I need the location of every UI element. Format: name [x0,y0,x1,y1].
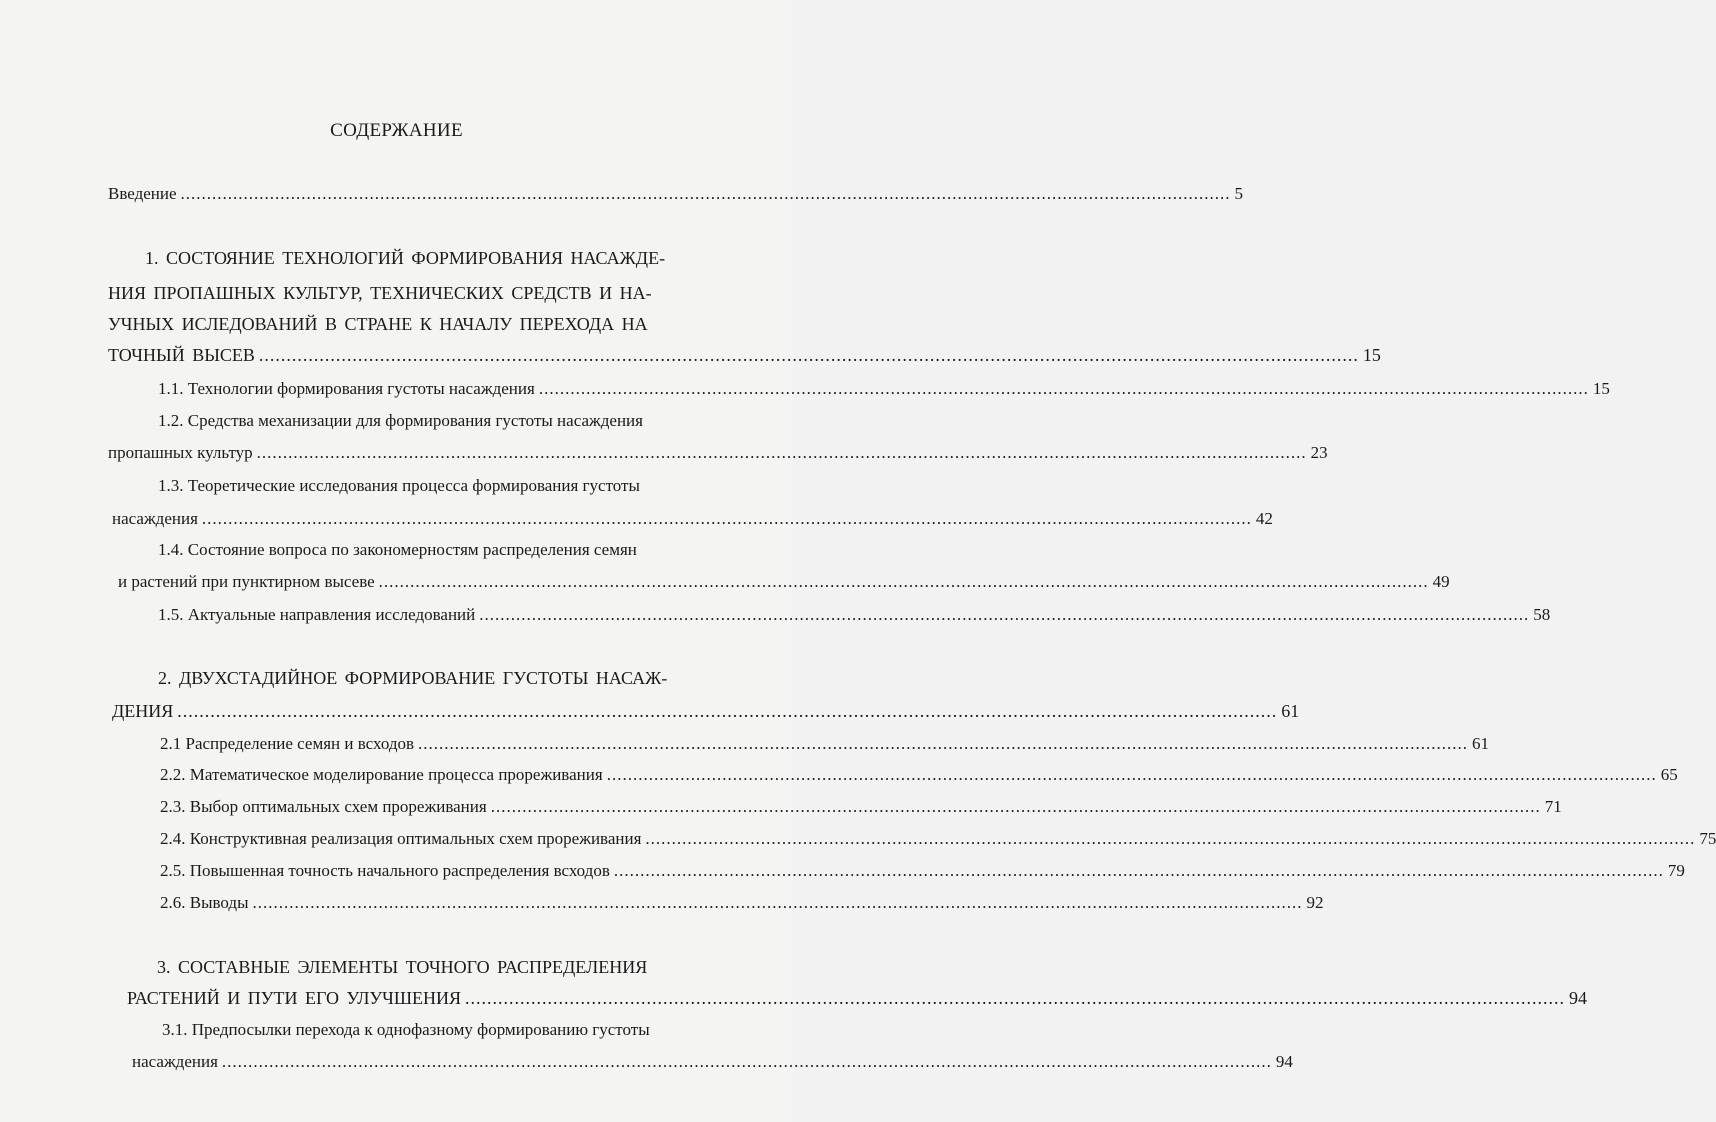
toc-entry-1-4[interactable] [118,572,1450,592]
leader-dots: ........................................................................................................................................................................................................ [201,509,1252,528]
leader-dots: ........................................................................................................................................................................................................ [613,861,1664,880]
toc-entry-page: 79 [1667,861,1685,880]
toc-entry-label: 2.6. Выводы [160,893,249,912]
toc-entry-1-2-line-1[interactable]: 1.2. Средства механизации для формирования густоты насаждения [158,411,643,430]
toc-entry-page: 15 [1592,379,1610,398]
toc-entry-label: Введение [108,184,177,203]
toc-entry-label: насаждения [112,509,198,528]
toc-entry-1-1[interactable] [158,379,1610,399]
toc-entry-3-1-line-1[interactable]: 3.1. Предпосылки перехода к однофазному формированию густоты [162,1020,650,1039]
toc-entry-label: ТОЧНЫЙ ВЫСЕВ [108,345,255,365]
leader-dots: ........................................................................................................................................................................................................ [180,184,1231,203]
chapter-1-heading-line-3[interactable]: УЧНЫХ ИСЛЕДОВАНИЙ В СТРАНЕ К НАЧАЛУ ПЕРЕХОДА НА [108,314,648,334]
toc-entry-page: 92 [1306,893,1324,912]
toc-entry-label: и растений при пунктирном высеве [118,572,375,591]
leader-dots: ........................................................................................................................................................................................................ [606,765,1657,784]
toc-entry-label: 2.2. Математическое моделирование процесса прореживания [160,765,603,784]
toc-entry-label: ДЕНИЯ [112,701,174,721]
page-title: СОДЕРЖАНИЕ [330,120,463,141]
toc-entry-label: 1.5. Актуальные направления исследований [158,605,476,624]
leader-dots: ........................................................................................................................................................................................................ [252,893,1303,912]
chapter-1-heading-line-2[interactable]: НИЯ ПРОПАШНЫХ КУЛЬТУР, ТЕХНИЧЕСКИХ СРЕДСТВ И НА- [108,283,652,303]
leader-dots: ........................................................................................................................................................................................................ [479,605,1530,624]
toc-entry-chapter-1[interactable] [108,345,1381,366]
leader-dots: ........................................................................................................................................................................................................ [538,379,1589,398]
toc-entry-page: 71 [1544,797,1562,816]
toc-entry-page: 42 [1255,509,1273,528]
toc-entry-page: 15 [1362,345,1381,365]
toc-entry-2-4[interactable] [160,829,1716,849]
toc-entry-chapter-3[interactable] [127,988,1588,1009]
toc-entry-page: 75 [1699,829,1716,848]
toc-entry-label: насаждения [132,1052,218,1071]
toc-entry-2-6[interactable] [160,893,1324,913]
chapter-2-heading-line-1[interactable]: 2. ДВУХСТАДИЙНОЕ ФОРМИРОВАНИЕ ГУСТОТЫ НАСАЖ- [158,668,668,688]
toc-entry-page: 5 [1234,184,1244,203]
toc-entry-2-2[interactable] [160,765,1678,785]
toc-entry-label: пропашных культур [108,443,253,462]
toc-entry-2-5[interactable] [160,861,1685,881]
toc-entry-label: 1.1. Технологии формирования густоты насаждения [158,379,535,398]
toc-entry-page: 49 [1432,572,1450,591]
leader-dots: ........................................................................................................................................................................................................ [490,797,1541,816]
leader-dots: ........................................................................................................................................................................................................ [465,988,1566,1008]
leader-dots: ........................................................................................................................................................................................................ [645,829,1696,848]
toc-entry-1-3-line-1[interactable]: 1.3. Теоретические исследования процесса формирования густоты [158,476,640,495]
toc-entry-chapter-2[interactable] [112,701,1300,722]
leader-dots: ........................................................................................................................................................................................................ [418,734,1469,753]
toc-entry-label: 2.5. Повышенная точность начального распределения всходов [160,861,610,880]
toc-entry-page: 94 [1569,988,1588,1008]
toc-entry-label: РАСТЕНИЙ И ПУТИ ЕГО УЛУЧШЕНИЯ [127,988,462,1008]
toc-entry-1-2[interactable] [108,443,1328,463]
toc-entry-label: 2.1 Распределение семян и всходов [160,734,415,753]
toc-entry-page: 94 [1275,1052,1293,1071]
toc-entry-page: 65 [1660,765,1678,784]
toc-entry-page: 23 [1310,443,1328,462]
toc-entry-intro[interactable] [108,184,1244,204]
toc-entry-1-3[interactable] [112,509,1273,529]
toc-entry-label: 2.3. Выбор оптимальных схем прореживания [160,797,487,816]
chapter-3-heading-line-1[interactable]: 3. СОСТАВНЫЕ ЭЛЕМЕНТЫ ТОЧНОГО РАСПРЕДЕЛЕНИЯ [157,957,648,977]
leader-dots: ........................................................................................................................................................................................................ [177,701,1278,721]
toc-entry-page: 58 [1533,605,1551,624]
toc-entry-label: 2.4. Конструктивная реализация оптимальных схем прореживания [160,829,642,848]
toc-entry-2-1[interactable] [160,734,1490,754]
toc-entry-1-5[interactable] [158,605,1551,625]
toc-entry-page: 61 [1472,734,1490,753]
leader-dots: ........................................................................................................................................................................................................ [258,345,1359,365]
leader-dots: ........................................................................................................................................................................................................ [256,443,1307,462]
toc-entry-page: 61 [1281,701,1300,721]
toc-entry-2-3[interactable] [160,797,1562,817]
chapter-1-heading-line-1[interactable]: 1. СОСТОЯНИЕ ТЕХНОЛОГИЙ ФОРМИРОВАНИЯ НАСАЖДЕ- [145,248,666,268]
leader-dots: ........................................................................................................................................................................................................ [221,1052,1272,1071]
toc-entry-3-1[interactable] [132,1052,1293,1072]
leader-dots: ........................................................................................................................................................................................................ [378,572,1429,591]
toc-entry-1-4-line-1[interactable]: 1.4. Состояние вопроса по закономерностям распределения семян [158,540,637,559]
